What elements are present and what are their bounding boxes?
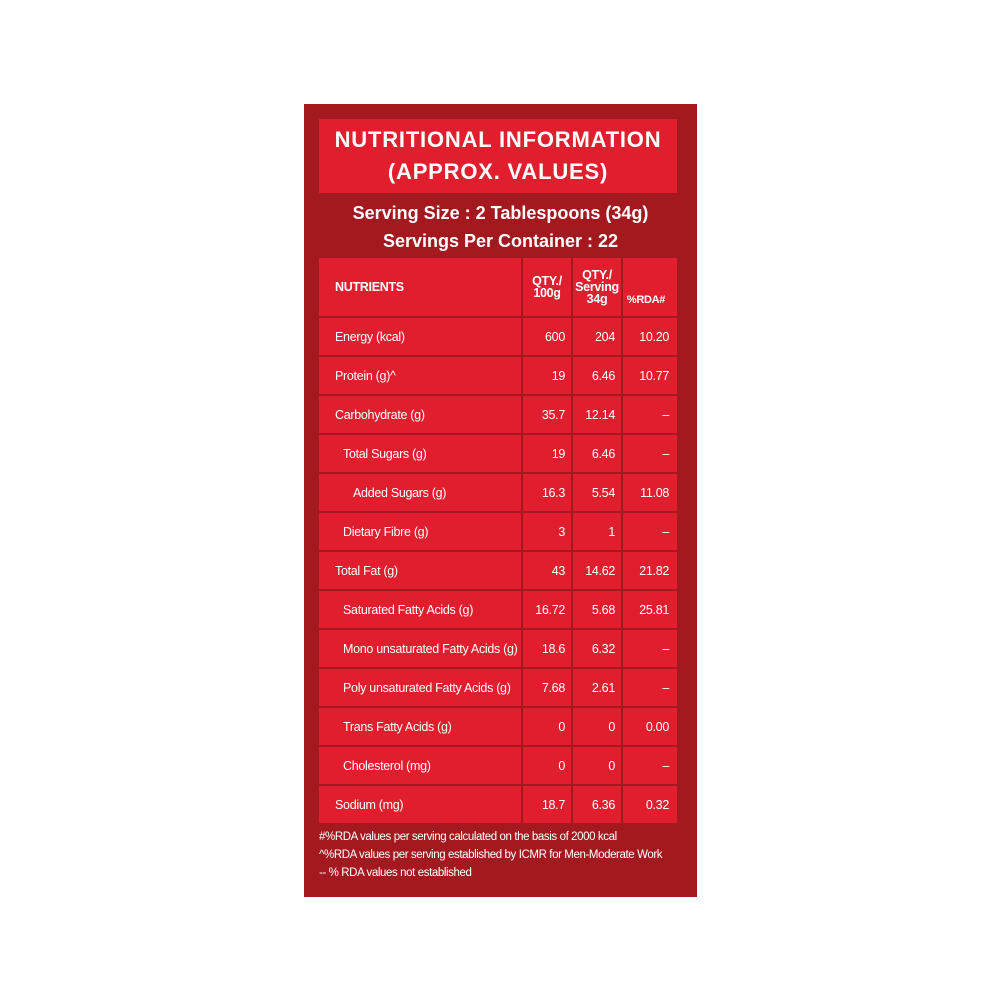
header-qty-serving-line3: 34g	[586, 292, 608, 306]
footnote-icmr: ^%RDA values per serving established by ICMR for Men-Moderate Work	[319, 849, 663, 861]
nutrient-name: Mono unsaturated Fatty Acids (g)	[319, 630, 523, 669]
qty-serving: 0	[573, 708, 623, 747]
table-row	[319, 630, 677, 669]
table-row	[319, 591, 677, 630]
table-row	[319, 396, 677, 435]
qty-serving: 6.36	[573, 786, 623, 825]
qty-100g: 18.6	[523, 630, 573, 669]
qty-serving: 6.46	[573, 435, 623, 474]
qty-serving: 1	[573, 513, 623, 552]
header-nutrients: NUTRIENTS	[319, 258, 523, 318]
qty-100g: 600	[523, 318, 573, 357]
rda-value: –	[623, 435, 677, 474]
qty-100g: 19	[523, 357, 573, 396]
rda-value: 21.82	[623, 552, 677, 591]
qty-100g: 3	[523, 513, 573, 552]
rda-value: 25.81	[623, 591, 677, 630]
qty-100g: 43	[523, 552, 573, 591]
header-qty-serving-line2: Serving	[575, 280, 619, 294]
qty-100g: 16.3	[523, 474, 573, 513]
footnote-rda-basis: #%RDA values per serving calculated on the basis of 2000 kcal	[319, 831, 617, 843]
qty-serving: 14.62	[573, 552, 623, 591]
rda-value: –	[623, 513, 677, 552]
nutrient-name: Cholesterol (mg)	[319, 747, 523, 786]
qty-serving: 6.32	[573, 630, 623, 669]
rda-value: –	[623, 669, 677, 708]
table-row	[319, 474, 677, 513]
table-row	[319, 747, 677, 786]
qty-serving: 6.46	[573, 357, 623, 396]
rda-value: 10.77	[623, 357, 677, 396]
serving-size: Serving Size : 2 Tablespoons (34g)	[352, 203, 649, 223]
rda-value: –	[623, 630, 677, 669]
nutrient-name: Poly unsaturated Fatty Acids (g)	[319, 669, 523, 708]
nutrition-panel	[304, 104, 697, 897]
table-row	[319, 552, 677, 591]
header-rda: %RDA#	[623, 258, 677, 318]
nutrient-name: Dietary Fibre (g)	[319, 513, 523, 552]
qty-100g: 35.7	[523, 396, 573, 435]
qty-serving: 0	[573, 747, 623, 786]
rda-value: 0.32	[623, 786, 677, 825]
qty-100g: 7.68	[523, 669, 573, 708]
rda-value: –	[623, 747, 677, 786]
qty-100g: 0	[523, 708, 573, 747]
qty-serving: 12.14	[573, 396, 623, 435]
qty-100g: 18.7	[523, 786, 573, 825]
nutrient-name: Carbohydrate (g)	[319, 396, 523, 435]
table-row	[319, 435, 677, 474]
servings-per-container: Servings Per Container : 22	[382, 231, 619, 251]
qty-serving: 5.68	[573, 591, 623, 630]
qty-serving: 2.61	[573, 669, 623, 708]
title-line-1: NUTRITIONAL INFORMATION	[334, 127, 662, 152]
nutrient-name: Total Fat (g)	[319, 552, 523, 591]
footnotes	[319, 828, 689, 882]
nutrient-name: Trans Fatty Acids (g)	[319, 708, 523, 747]
header-qty-serving	[573, 258, 623, 318]
header-qty-100g-line2: 100g	[533, 286, 561, 300]
table-row	[319, 786, 677, 825]
footnote-not-established: -- % RDA values not established	[319, 867, 472, 879]
table-row	[319, 357, 677, 396]
table-header-row	[319, 258, 677, 318]
header-qty-100g-line1: QTY./	[532, 274, 562, 288]
nutrient-name: Added Sugars (g)	[319, 474, 523, 513]
qty-100g: 19	[523, 435, 573, 474]
qty-100g: 16.72	[523, 591, 573, 630]
nutrient-name: Protein (g)^	[319, 357, 523, 396]
table-row	[319, 669, 677, 708]
table-row	[319, 708, 677, 747]
title-line-2: (APPROX. VALUES)	[387, 159, 609, 184]
qty-100g: 0	[523, 747, 573, 786]
nutrient-name: Sodium (mg)	[319, 786, 523, 825]
header-qty-serving-line1: QTY./	[582, 268, 612, 282]
table-row	[319, 318, 677, 357]
rda-value: 0.00	[623, 708, 677, 747]
qty-serving: 204	[573, 318, 623, 357]
nutrient-name: Saturated Fatty Acids (g)	[319, 591, 523, 630]
header-qty-100g	[523, 258, 573, 318]
nutrition-table	[319, 258, 677, 825]
rda-value: 11.08	[623, 474, 677, 513]
nutrient-name: Total Sugars (g)	[319, 435, 523, 474]
rda-value: 10.20	[623, 318, 677, 357]
nutrient-name: Energy (kcal)	[319, 318, 523, 357]
rda-value: –	[623, 396, 677, 435]
qty-serving: 5.54	[573, 474, 623, 513]
title-box	[319, 119, 677, 193]
table-row	[319, 513, 677, 552]
